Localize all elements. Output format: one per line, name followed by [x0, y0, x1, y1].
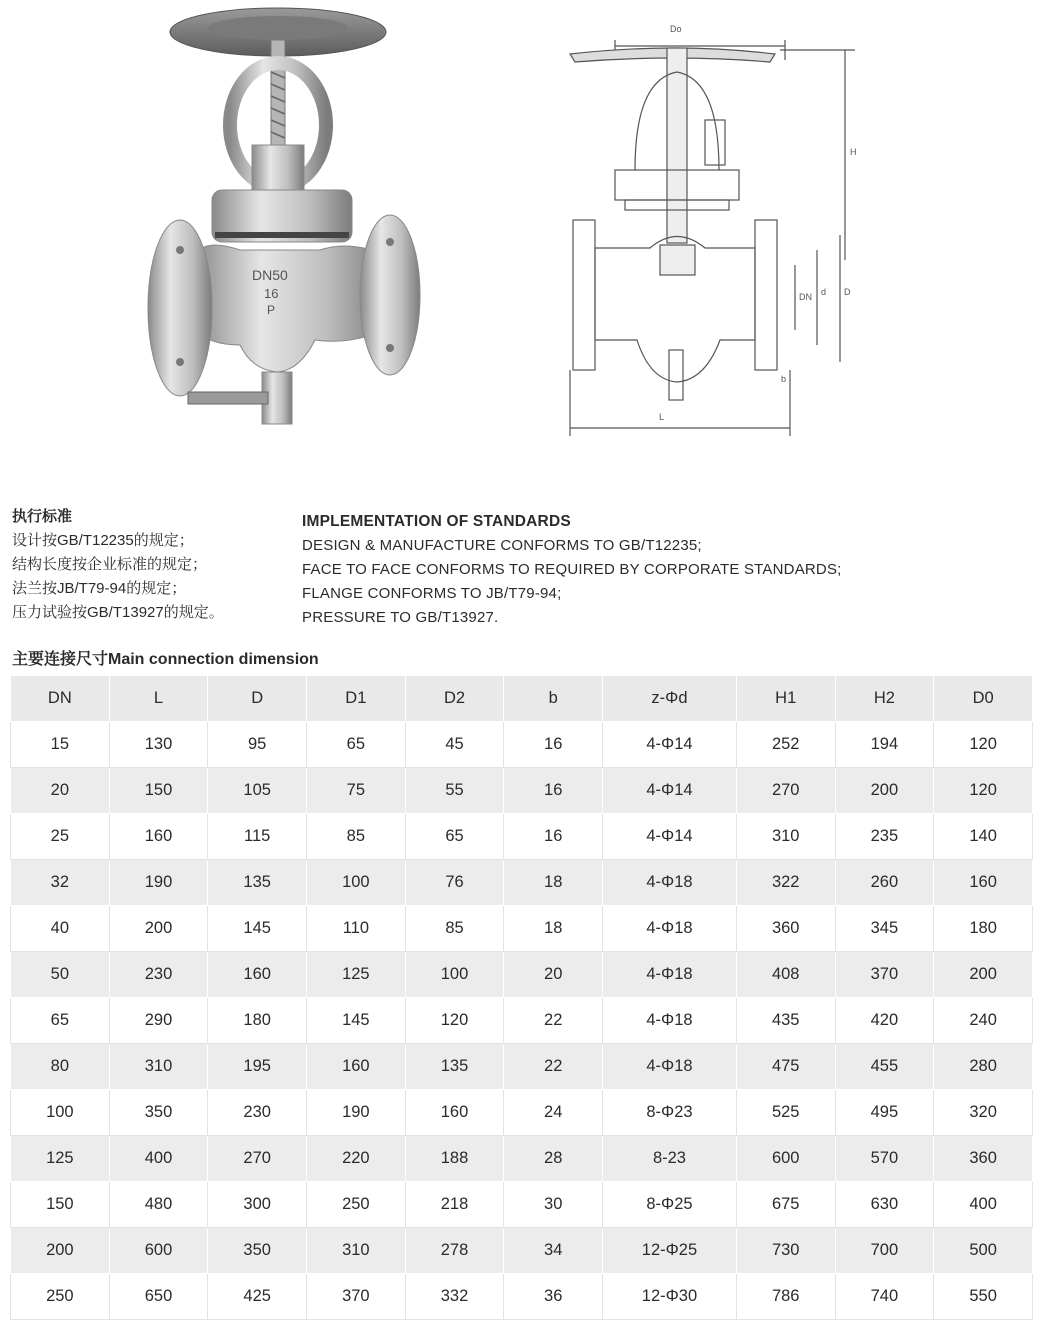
table-cell: 85: [405, 906, 504, 952]
table-cell: 36: [504, 1274, 603, 1320]
table-cell: 200: [835, 768, 934, 814]
table-cell: 22: [504, 1044, 603, 1090]
standards-cn-line: 结构长度按企业标准的规定；: [12, 556, 208, 573]
table-cell: 495: [835, 1090, 934, 1136]
table-cell: 4-Φ18: [603, 906, 737, 952]
table-cell: 140: [934, 814, 1033, 860]
table-cell: 218: [405, 1182, 504, 1228]
standards-en-line: DESIGN & MANUFACTURE CONFORMS TO GB/T12235;: [302, 537, 702, 554]
table-row: [11, 1044, 1033, 1090]
label-d-large: D: [844, 287, 851, 297]
table-cell: 8-Φ25: [603, 1182, 737, 1228]
table-cell: 420: [835, 998, 934, 1044]
table-row: [11, 814, 1033, 860]
table-cell: 200: [109, 906, 208, 952]
table-cell: 425: [208, 1274, 307, 1320]
table-cell: 45: [405, 722, 504, 768]
table-cell: 320: [934, 1090, 1033, 1136]
table-cell: 435: [736, 998, 835, 1044]
valve-drawing: [555, 10, 925, 440]
table-cell: 18: [504, 906, 603, 952]
table-cell: 260: [835, 860, 934, 906]
table-cell: 160: [109, 814, 208, 860]
table-cell: 160: [405, 1090, 504, 1136]
table-cell: 95: [208, 722, 307, 768]
table-cell: 120: [405, 998, 504, 1044]
table-cell: 12-Φ30: [603, 1274, 737, 1320]
table-cell: 730: [736, 1228, 835, 1274]
table-cell: 75: [307, 768, 406, 814]
table-cell: 370: [307, 1274, 406, 1320]
label-l: L: [659, 412, 665, 422]
table-cell: 300: [208, 1182, 307, 1228]
table-cell: 200: [11, 1228, 110, 1274]
table-cell: 600: [109, 1228, 208, 1274]
table-cell: 786: [736, 1274, 835, 1320]
table-cell: 8-Φ23: [603, 1090, 737, 1136]
table-cell: 570: [835, 1136, 934, 1182]
table-cell: 30: [504, 1182, 603, 1228]
table-cell: 230: [109, 952, 208, 998]
table-row: [11, 1274, 1033, 1320]
table-cell: 350: [208, 1228, 307, 1274]
table-cell: 135: [208, 860, 307, 906]
standards-cn-line: 法兰按JB/T79-94的规定；: [12, 580, 187, 597]
table-cell: 4-Φ14: [603, 768, 737, 814]
valve-photo: [140, 0, 440, 440]
table-cell: 550: [934, 1274, 1033, 1320]
table-row: [11, 1182, 1033, 1228]
table-cell: 85: [307, 814, 406, 860]
table-cell: 50: [11, 952, 110, 998]
table-cell: 310: [109, 1044, 208, 1090]
table-cell: 16: [504, 768, 603, 814]
standards-en-line: FACE TO FACE CONFORMS TO REQUIRED BY CORPORATE STANDARDS;: [302, 561, 842, 578]
table-cell: 4-Φ18: [603, 998, 737, 1044]
table-cell: 55: [405, 768, 504, 814]
column-header: H2: [835, 676, 934, 722]
standards-en: [302, 510, 842, 630]
table-cell: 600: [736, 1136, 835, 1182]
cast-marking-p: P: [267, 303, 276, 317]
cast-marking-dn: DN50: [252, 267, 288, 283]
table-cell: 20: [504, 952, 603, 998]
table-cell: 16: [504, 722, 603, 768]
table-row: [11, 998, 1033, 1044]
table-cell: 130: [109, 722, 208, 768]
table-cell: 16: [504, 814, 603, 860]
table-cell: 110: [307, 906, 406, 952]
column-header: D0: [934, 676, 1033, 722]
cast-marking-pressure: 16: [264, 286, 279, 301]
table-cell: 150: [109, 768, 208, 814]
table-cell: 24: [504, 1090, 603, 1136]
label-dn: DN: [799, 292, 812, 302]
standards-cn: [12, 505, 224, 625]
label-do: Do: [670, 24, 682, 34]
standards-cn-line: 压力试验按GB/T13927的规定。: [12, 604, 224, 621]
table-cell: 675: [736, 1182, 835, 1228]
table-row: [11, 860, 1033, 906]
table-cell: 332: [405, 1274, 504, 1320]
table-cell: 240: [934, 998, 1033, 1044]
standards-cn-line: 设计按GB/T12235的规定；: [12, 532, 194, 549]
table-cell: 350: [109, 1090, 208, 1136]
table-cell: 32: [11, 860, 110, 906]
table-cell: 180: [934, 906, 1033, 952]
table-cell: 400: [934, 1182, 1033, 1228]
column-header: L: [109, 676, 208, 722]
table-cell: 370: [835, 952, 934, 998]
table-cell: 160: [208, 952, 307, 998]
table-cell: 345: [835, 906, 934, 952]
table-cell: 408: [736, 952, 835, 998]
table-cell: 28: [504, 1136, 603, 1182]
table-cell: 25: [11, 814, 110, 860]
table-cell: 250: [307, 1182, 406, 1228]
table-cell: 65: [405, 814, 504, 860]
label-b: b: [781, 374, 787, 384]
table-cell: 252: [736, 722, 835, 768]
table-cell: 360: [736, 906, 835, 952]
table-cell: 65: [11, 998, 110, 1044]
table-cell: 125: [307, 952, 406, 998]
column-header: b: [504, 676, 603, 722]
table-cell: 525: [736, 1090, 835, 1136]
table-cell: 145: [208, 906, 307, 952]
column-header: D2: [405, 676, 504, 722]
table-header-row: [11, 676, 1033, 722]
table-cell: 220: [307, 1136, 406, 1182]
table-cell: 12-Φ25: [603, 1228, 737, 1274]
table-cell: 100: [11, 1090, 110, 1136]
table-cell: 310: [736, 814, 835, 860]
table-row: [11, 722, 1033, 768]
table-cell: 250: [11, 1274, 110, 1320]
table-cell: 278: [405, 1228, 504, 1274]
table-cell: 475: [736, 1044, 835, 1090]
column-header: D: [208, 676, 307, 722]
table-cell: 150: [11, 1182, 110, 1228]
table-cell: 120: [934, 768, 1033, 814]
table-cell: 650: [109, 1274, 208, 1320]
table-cell: 160: [307, 1044, 406, 1090]
valve-body: [195, 245, 385, 372]
table-cell: 190: [307, 1090, 406, 1136]
table-cell: 145: [307, 998, 406, 1044]
table-cell: 200: [934, 952, 1033, 998]
column-header: DN: [11, 676, 110, 722]
label-h: H: [850, 147, 857, 157]
table-cell: 322: [736, 860, 835, 906]
table-cell: 105: [208, 768, 307, 814]
table-cell: 4-Φ14: [603, 722, 737, 768]
table-cell: 195: [208, 1044, 307, 1090]
column-header: H1: [736, 676, 835, 722]
standards-en-heading: IMPLEMENTATION OF STANDARDS: [302, 513, 571, 530]
table-cell: 18: [504, 860, 603, 906]
table-cell: 65: [307, 722, 406, 768]
table-cell: 190: [109, 860, 208, 906]
table-cell: 235: [835, 814, 934, 860]
table-cell: 34: [504, 1228, 603, 1274]
label-d-small: d: [821, 287, 827, 297]
table-cell: 270: [208, 1136, 307, 1182]
table-cell: 455: [835, 1044, 934, 1090]
table-cell: 630: [835, 1182, 934, 1228]
table-cell: 310: [307, 1228, 406, 1274]
table-cell: 40: [11, 906, 110, 952]
table-body: [11, 722, 1033, 1320]
dimension-table: [10, 675, 1033, 1320]
table-title: 主要连接尺寸Main connection dimension: [12, 651, 319, 668]
table-cell: 100: [405, 952, 504, 998]
table-row: [11, 1228, 1033, 1274]
table-row: [11, 1136, 1033, 1182]
table-cell: 740: [835, 1274, 934, 1320]
table-cell: 135: [405, 1044, 504, 1090]
table-cell: 76: [405, 860, 504, 906]
column-header: D1: [307, 676, 406, 722]
table-row: [11, 768, 1033, 814]
table-cell: 480: [109, 1182, 208, 1228]
standards-en-line: PRESSURE TO GB/T13927.: [302, 609, 499, 626]
table-cell: 125: [11, 1136, 110, 1182]
table-cell: 188: [405, 1136, 504, 1182]
table-cell: 280: [934, 1044, 1033, 1090]
table-cell: 15: [11, 722, 110, 768]
table-cell: 194: [835, 722, 934, 768]
table-cell: 360: [934, 1136, 1033, 1182]
table-cell: 80: [11, 1044, 110, 1090]
table-cell: 8-23: [603, 1136, 737, 1182]
table-row: [11, 952, 1033, 998]
table-cell: 180: [208, 998, 307, 1044]
table-cell: 270: [736, 768, 835, 814]
table-cell: 230: [208, 1090, 307, 1136]
column-header: z-Φd: [603, 676, 737, 722]
table-cell: 100: [307, 860, 406, 906]
table-cell: 4-Φ18: [603, 860, 737, 906]
table-row: [11, 1090, 1033, 1136]
table-cell: 500: [934, 1228, 1033, 1274]
table-cell: 290: [109, 998, 208, 1044]
table-cell: 4-Φ18: [603, 952, 737, 998]
table-row: [11, 906, 1033, 952]
table-cell: 20: [11, 768, 110, 814]
standards-cn-heading: 执行标准: [12, 508, 73, 525]
standards-en-line: FLANGE CONFORMS TO JB/T79-94;: [302, 585, 562, 602]
table-cell: 4-Φ14: [603, 814, 737, 860]
table-cell: 700: [835, 1228, 934, 1274]
table-cell: 160: [934, 860, 1033, 906]
table-cell: 120: [934, 722, 1033, 768]
table-cell: 4-Φ18: [603, 1044, 737, 1090]
table-cell: 115: [208, 814, 307, 860]
table-cell: 22: [504, 998, 603, 1044]
table-cell: 400: [109, 1136, 208, 1182]
